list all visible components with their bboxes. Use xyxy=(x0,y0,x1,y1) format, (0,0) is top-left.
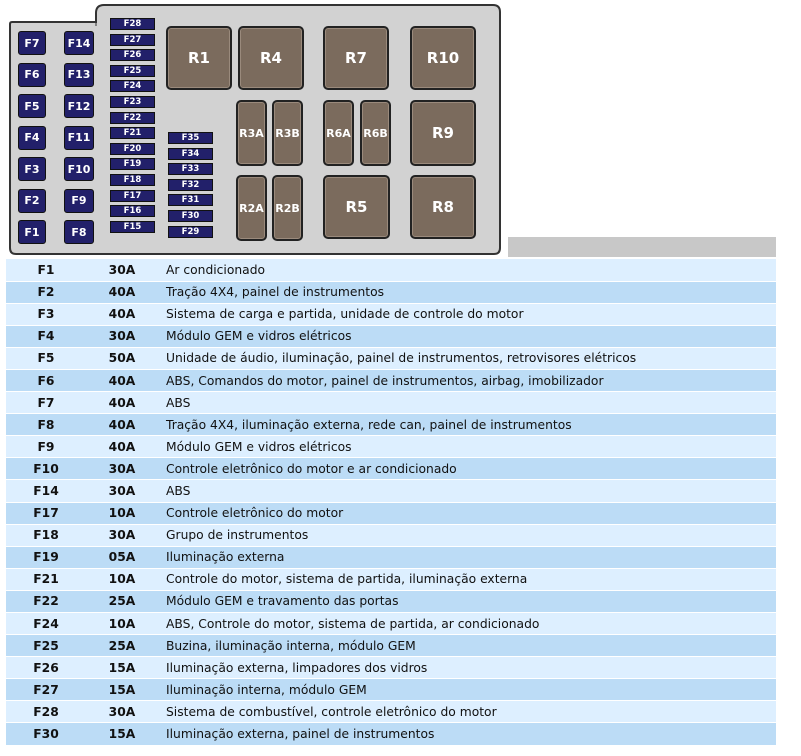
fuse-f10: F10 xyxy=(64,157,94,181)
amperage-cell: 30A xyxy=(86,259,158,281)
table-row xyxy=(6,568,776,590)
fuse-f12: F12 xyxy=(64,94,94,118)
amperage-cell: 15A xyxy=(86,723,158,745)
fuse-f8: F8 xyxy=(64,220,94,244)
description-cell: ABS, Comandos do motor, painel de instrumentos, airbag, imobilizador xyxy=(158,369,776,391)
relay-r9: R9 xyxy=(410,100,476,166)
description-cell: Ar condicionado xyxy=(158,259,776,281)
fuse-cell: F7 xyxy=(6,392,86,414)
amperage-cell: 30A xyxy=(86,701,158,723)
description-cell: Sistema de combustível, controle eletrônico do motor xyxy=(158,701,776,723)
fuse-f13: F13 xyxy=(64,63,94,87)
fuse-f16: F16 xyxy=(110,205,155,217)
fuse-cell: F26 xyxy=(6,657,86,679)
fuse-cell: F28 xyxy=(6,701,86,723)
fuse-cell: F3 xyxy=(6,303,86,325)
description-cell: Tração 4X4, iluminação externa, rede can, painel de instrumentos xyxy=(158,414,776,436)
fuse-cell: F14 xyxy=(6,480,86,502)
amperage-cell: 30A xyxy=(86,524,158,546)
description-cell: Módulo GEM e vidros elétricos xyxy=(158,436,776,458)
fuse-f2: F2 xyxy=(18,189,46,213)
fuse-f34: F34 xyxy=(168,148,213,160)
fuse-f29: F29 xyxy=(168,226,213,238)
fuse-cell: F6 xyxy=(6,369,86,391)
fuse-f35: F35 xyxy=(168,132,213,144)
fuse-cell: F1 xyxy=(6,259,86,281)
amperage-cell: 25A xyxy=(86,635,158,657)
description-cell: Buzina, iluminação interna, módulo GEM xyxy=(158,635,776,657)
fuse-cell: F27 xyxy=(6,679,86,701)
fuse-f19: F19 xyxy=(110,158,155,170)
fuse-f31: F31 xyxy=(168,194,213,206)
description-cell: Módulo GEM e travamento das portas xyxy=(158,590,776,612)
description-cell: Tração 4X4, painel de instrumentos xyxy=(158,281,776,303)
fuse-f7: F7 xyxy=(18,31,46,55)
table-row xyxy=(6,613,776,635)
fuse-f9: F9 xyxy=(64,189,94,213)
fuse-cell: F5 xyxy=(6,347,86,369)
amperage-cell: 40A xyxy=(86,392,158,414)
table-row xyxy=(6,723,776,745)
table-row xyxy=(6,524,776,546)
fuse-f27: F27 xyxy=(110,34,155,46)
table-row xyxy=(6,701,776,723)
relay-r7: R7 xyxy=(323,26,389,90)
fuse-cell: F2 xyxy=(6,281,86,303)
relay-r3a: R3A xyxy=(236,100,267,166)
amperage-cell: 30A xyxy=(86,325,158,347)
fuse-f4: F4 xyxy=(18,126,46,150)
description-cell: Iluminação externa xyxy=(158,546,776,568)
table-row xyxy=(6,635,776,657)
fuse-f25: F25 xyxy=(110,65,155,77)
description-cell: Controle do motor, sistema de partida, iluminação externa xyxy=(158,568,776,590)
fuse-f26: F26 xyxy=(110,49,155,61)
fuse-f1: F1 xyxy=(18,220,46,244)
amperage-cell: 10A xyxy=(86,502,158,524)
table-row xyxy=(6,392,776,414)
grey-bar xyxy=(508,237,776,257)
fuse-f6: F6 xyxy=(18,63,46,87)
table-row xyxy=(6,590,776,612)
amperage-cell: 10A xyxy=(86,568,158,590)
fuse-cell: F18 xyxy=(6,524,86,546)
fuse-f32: F32 xyxy=(168,179,213,191)
description-cell: ABS xyxy=(158,480,776,502)
amperage-cell: 40A xyxy=(86,436,158,458)
description-cell: Iluminação externa, limpadores dos vidros xyxy=(158,657,776,679)
fuse-f20: F20 xyxy=(110,143,155,155)
description-cell: ABS xyxy=(158,392,776,414)
amperage-cell: 40A xyxy=(86,369,158,391)
fuse-f15: F15 xyxy=(110,221,155,233)
fuse-f5: F5 xyxy=(18,94,46,118)
amperage-cell: 10A xyxy=(86,613,158,635)
description-cell: Grupo de instrumentos xyxy=(158,524,776,546)
table-row xyxy=(6,546,776,568)
fuse-f11: F11 xyxy=(64,126,94,150)
relay-r6b: R6B xyxy=(360,100,391,166)
amperage-cell: 15A xyxy=(86,679,158,701)
table-row xyxy=(6,259,776,281)
fuse-cell: F17 xyxy=(6,502,86,524)
table-row xyxy=(6,679,776,701)
amperage-cell: 25A xyxy=(86,590,158,612)
table-row xyxy=(6,458,776,480)
fuse-cell: F10 xyxy=(6,458,86,480)
relay-r8: R8 xyxy=(410,175,476,239)
relay-r1: R1 xyxy=(166,26,232,90)
table-row xyxy=(6,303,776,325)
description-cell: Sistema de carga e partida, unidade de controle do motor xyxy=(158,303,776,325)
fuse-f18: F18 xyxy=(110,174,155,186)
table-row xyxy=(6,347,776,369)
fuse-cell: F9 xyxy=(6,436,86,458)
fuse-cell: F22 xyxy=(6,590,86,612)
fuse-f21: F21 xyxy=(110,127,155,139)
fuse-f3: F3 xyxy=(18,157,46,181)
relay-r6a: R6A xyxy=(323,100,354,166)
fuse-f17: F17 xyxy=(110,190,155,202)
fuse-f23: F23 xyxy=(110,96,155,108)
fuse-cell: F4 xyxy=(6,325,86,347)
amperage-cell: 30A xyxy=(86,480,158,502)
table-row xyxy=(6,657,776,679)
relay-r3b: R3B xyxy=(272,100,303,166)
description-cell: Controle eletrônico do motor e ar condicionado xyxy=(158,458,776,480)
description-cell: Módulo GEM e vidros elétricos xyxy=(158,325,776,347)
fuse-cell: F21 xyxy=(6,568,86,590)
amperage-cell: 50A xyxy=(86,347,158,369)
fuse-cell: F8 xyxy=(6,414,86,436)
fuse-f14: F14 xyxy=(64,31,94,55)
relay-r10: R10 xyxy=(410,26,476,90)
table-row xyxy=(6,281,776,303)
table-row xyxy=(6,480,776,502)
fuse-f22: F22 xyxy=(110,112,155,124)
fuse-f30: F30 xyxy=(168,210,213,222)
fuse-cell: F19 xyxy=(6,546,86,568)
table-row xyxy=(6,325,776,347)
fuse-table xyxy=(6,259,776,746)
fuse-cell: F30 xyxy=(6,723,86,745)
fuse-f33: F33 xyxy=(168,163,213,175)
amperage-cell: 15A xyxy=(86,657,158,679)
relay-r4: R4 xyxy=(238,26,304,90)
description-cell: Iluminação externa, painel de instrumentos xyxy=(158,723,776,745)
fuse-cell: F24 xyxy=(6,613,86,635)
fuse-f24: F24 xyxy=(110,80,155,92)
fuse-cell: F25 xyxy=(6,635,86,657)
fuse-f28: F28 xyxy=(110,18,155,30)
amperage-cell: 40A xyxy=(86,281,158,303)
amperage-cell: 30A xyxy=(86,458,158,480)
table-row xyxy=(6,436,776,458)
relay-r5: R5 xyxy=(323,175,390,239)
table-row xyxy=(6,502,776,524)
table-row xyxy=(6,414,776,436)
amperage-cell: 05A xyxy=(86,546,158,568)
description-cell: Controle eletrônico do motor xyxy=(158,502,776,524)
description-cell: Unidade de áudio, iluminação, painel de instrumentos, retrovisores elétricos xyxy=(158,347,776,369)
description-cell: Iluminação interna, módulo GEM xyxy=(158,679,776,701)
table-row xyxy=(6,369,776,391)
amperage-cell: 40A xyxy=(86,303,158,325)
amperage-cell: 40A xyxy=(86,414,158,436)
relay-r2a: R2A xyxy=(236,175,267,241)
relay-r2b: R2B xyxy=(272,175,303,241)
description-cell: ABS, Controle do motor, sistema de partida, ar condicionado xyxy=(158,613,776,635)
